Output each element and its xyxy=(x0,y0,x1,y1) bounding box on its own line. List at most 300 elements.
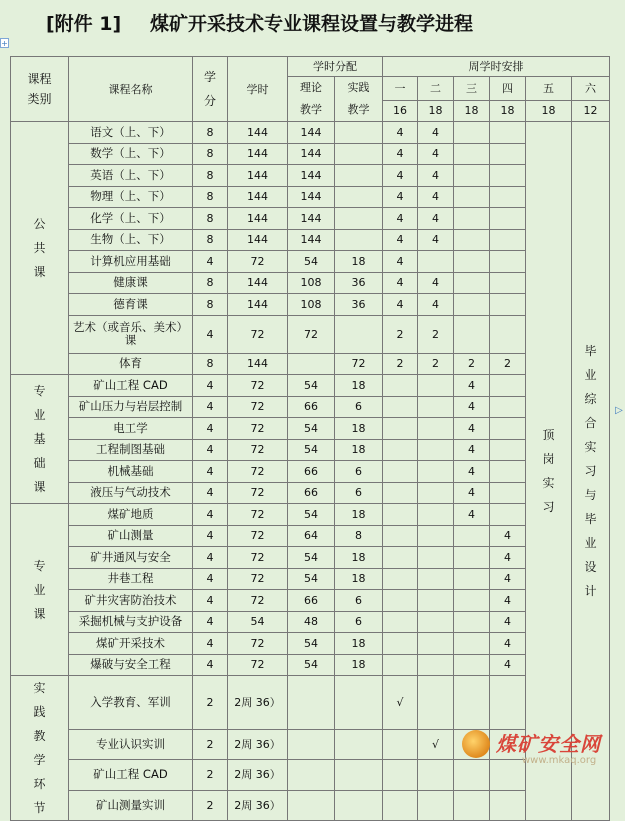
sem3-cell xyxy=(454,229,490,251)
sem4-cell xyxy=(490,375,526,397)
sem4-cell xyxy=(490,186,526,208)
hours-cell: 72 xyxy=(228,396,288,418)
sem3-cell xyxy=(454,568,490,590)
sem1-cell: 4 xyxy=(383,165,418,187)
sem2-cell xyxy=(418,396,454,418)
course-name: 电工学 xyxy=(69,418,193,440)
practice-cell: 6 xyxy=(335,396,383,418)
header-weeks-5: 18 xyxy=(526,100,572,121)
table-row xyxy=(11,186,610,208)
practice-cell: 18 xyxy=(335,547,383,569)
course-name: 煤矿地质 xyxy=(69,504,193,526)
sem4-cell: 2 xyxy=(490,353,526,375)
table-row xyxy=(11,272,610,294)
sem3-cell xyxy=(454,315,490,353)
sem4-cell xyxy=(490,208,526,230)
practice-cell xyxy=(335,208,383,230)
sem2-cell: 4 xyxy=(418,272,454,294)
course-name: 入学教育、军训 xyxy=(69,676,193,730)
credit-cell: 4 xyxy=(193,590,228,612)
course-name: 德育课 xyxy=(69,294,193,316)
practice-cell xyxy=(335,760,383,790)
hours-cell: 2周 36） xyxy=(228,760,288,790)
hours-cell: 144 xyxy=(228,122,288,144)
table-row xyxy=(11,568,610,590)
course-name: 矿山测量 xyxy=(69,525,193,547)
table-row xyxy=(11,229,610,251)
sem3-cell xyxy=(454,143,490,165)
category-cell: 专业课 xyxy=(11,504,69,676)
table-row xyxy=(11,143,610,165)
sem3-cell: 2 xyxy=(454,353,490,375)
credit-cell: 4 xyxy=(193,525,228,547)
practice-cell xyxy=(335,186,383,208)
sem2-cell: 4 xyxy=(418,122,454,144)
sem3-cell xyxy=(454,633,490,655)
credit-cell: 4 xyxy=(193,633,228,655)
sem4-cell: 4 xyxy=(490,654,526,676)
course-name: 采掘机械与支护设备 xyxy=(69,611,193,633)
table-row xyxy=(11,654,610,676)
header-sem-1: 一 xyxy=(383,77,418,101)
practice-cell: 8 xyxy=(335,525,383,547)
course-name: 生物（上、下） xyxy=(69,229,193,251)
sem4-cell xyxy=(490,229,526,251)
credit-cell: 8 xyxy=(193,122,228,144)
hours-cell: 72 xyxy=(228,482,288,504)
theory-cell xyxy=(288,790,335,820)
practice-cell xyxy=(335,229,383,251)
table-row xyxy=(11,482,610,504)
table-row xyxy=(11,633,610,655)
sem4-cell xyxy=(490,790,526,820)
document-title: 煤矿开采技术专业课程设置与教学进程 xyxy=(150,13,474,35)
sem2-cell xyxy=(418,654,454,676)
curriculum-table xyxy=(10,56,610,821)
sem3-cell xyxy=(454,790,490,820)
sem1-cell: 4 xyxy=(383,143,418,165)
watermark-url: www.mkaq.org xyxy=(522,755,597,766)
credit-cell: 4 xyxy=(193,611,228,633)
credit-cell: 4 xyxy=(193,315,228,353)
hours-cell: 144 xyxy=(228,165,288,187)
theory-cell: 66 xyxy=(288,590,335,612)
sem4-cell xyxy=(490,676,526,730)
credit-cell: 4 xyxy=(193,418,228,440)
sem2-cell xyxy=(418,633,454,655)
table-row xyxy=(11,590,610,612)
sem2-cell: √ xyxy=(418,729,454,759)
hours-cell: 144 xyxy=(228,353,288,375)
theory-cell: 144 xyxy=(288,143,335,165)
theory-cell: 66 xyxy=(288,461,335,483)
sem1-cell: 4 xyxy=(383,272,418,294)
theory-cell: 144 xyxy=(288,208,335,230)
sem3-cell xyxy=(454,654,490,676)
course-name: 爆破与安全工程 xyxy=(69,654,193,676)
theory-cell: 54 xyxy=(288,375,335,397)
sem2-cell: 4 xyxy=(418,143,454,165)
sem1-cell xyxy=(383,790,418,820)
sem4-cell: 4 xyxy=(490,547,526,569)
practice-cell: 72 xyxy=(335,353,383,375)
hours-cell: 144 xyxy=(228,208,288,230)
course-name: 矿山测量实训 xyxy=(69,790,193,820)
hours-cell: 72 xyxy=(228,504,288,526)
header-weekly-schedule: 周学时安排 xyxy=(383,57,610,77)
hours-cell: 144 xyxy=(228,229,288,251)
header-course: 课程名称 xyxy=(69,57,193,122)
course-name: 英语（上、下） xyxy=(69,165,193,187)
practice-cell xyxy=(335,676,383,730)
sem1-cell: √ xyxy=(383,676,418,730)
hours-cell: 72 xyxy=(228,251,288,273)
sem1-cell xyxy=(383,439,418,461)
sem3-cell xyxy=(454,611,490,633)
sem3-cell: 4 xyxy=(454,396,490,418)
theory-cell: 54 xyxy=(288,547,335,569)
sem3-cell xyxy=(454,676,490,730)
sem1-cell: 4 xyxy=(383,186,418,208)
sem6-merged-cell: 毕业综合实习与毕业设计 xyxy=(572,122,610,821)
course-name: 专业认识实训 xyxy=(69,729,193,759)
hours-cell: 72 xyxy=(228,654,288,676)
table-row xyxy=(11,396,610,418)
sem2-cell xyxy=(418,439,454,461)
course-name: 化学（上、下） xyxy=(69,208,193,230)
hours-cell: 72 xyxy=(228,375,288,397)
credit-cell: 2 xyxy=(193,729,228,759)
practice-cell xyxy=(335,122,383,144)
sem3-cell xyxy=(454,272,490,294)
theory-cell: 66 xyxy=(288,482,335,504)
theory-cell xyxy=(288,729,335,759)
hours-cell: 144 xyxy=(228,186,288,208)
practice-cell xyxy=(335,315,383,353)
sem2-cell: 4 xyxy=(418,165,454,187)
theory-cell xyxy=(288,676,335,730)
sem3-cell xyxy=(454,186,490,208)
sem1-cell xyxy=(383,590,418,612)
theory-cell: 54 xyxy=(288,504,335,526)
practice-cell: 36 xyxy=(335,272,383,294)
credit-cell: 8 xyxy=(193,229,228,251)
table-body xyxy=(11,122,610,821)
sem1-cell: 2 xyxy=(383,315,418,353)
hours-cell: 72 xyxy=(228,633,288,655)
theory-cell: 144 xyxy=(288,229,335,251)
sem1-cell xyxy=(383,547,418,569)
sem3-cell xyxy=(454,165,490,187)
header-theory: 理论教学 xyxy=(288,77,335,122)
hours-cell: 72 xyxy=(228,315,288,353)
sem2-cell xyxy=(418,504,454,526)
sem1-cell xyxy=(383,568,418,590)
credit-cell: 2 xyxy=(193,676,228,730)
course-name: 体育 xyxy=(69,353,193,375)
sem1-cell xyxy=(383,633,418,655)
sem2-cell xyxy=(418,676,454,730)
hours-cell: 72 xyxy=(228,461,288,483)
credit-cell: 4 xyxy=(193,504,228,526)
course-name: 艺术（或音乐、美术）课 xyxy=(69,315,193,353)
course-name: 井巷工程 xyxy=(69,568,193,590)
course-name: 计算机应用基础 xyxy=(69,251,193,273)
sem2-cell xyxy=(418,590,454,612)
table-row xyxy=(11,418,610,440)
credit-cell: 4 xyxy=(193,396,228,418)
sem4-cell xyxy=(490,315,526,353)
theory-cell: 54 xyxy=(288,439,335,461)
header-category: 课程类别 xyxy=(11,57,69,122)
practice-cell: 6 xyxy=(335,482,383,504)
sem3-cell: 4 xyxy=(454,504,490,526)
hours-cell: 72 xyxy=(228,547,288,569)
practice-cell: 18 xyxy=(335,418,383,440)
sem3-cell xyxy=(454,547,490,569)
sem1-cell xyxy=(383,611,418,633)
sem2-cell xyxy=(418,418,454,440)
course-name: 物理（上、下） xyxy=(69,186,193,208)
hours-cell: 2周 36） xyxy=(228,729,288,759)
sem3-cell xyxy=(454,251,490,273)
category-cell: 专业基础课 xyxy=(11,375,69,504)
sem2-cell: 4 xyxy=(418,208,454,230)
sem1-cell xyxy=(383,729,418,759)
hours-cell: 2周 36） xyxy=(228,676,288,730)
practice-cell xyxy=(335,790,383,820)
table-row xyxy=(11,461,610,483)
theory-cell: 144 xyxy=(288,122,335,144)
practice-cell xyxy=(335,165,383,187)
theory-cell: 108 xyxy=(288,294,335,316)
practice-cell: 18 xyxy=(335,633,383,655)
hours-cell: 144 xyxy=(228,294,288,316)
theory-cell: 72 xyxy=(288,315,335,353)
sem4-cell xyxy=(490,482,526,504)
table-row xyxy=(11,525,610,547)
credit-cell: 4 xyxy=(193,547,228,569)
table-row xyxy=(11,504,610,526)
sem4-cell xyxy=(490,122,526,144)
header-weeks-3: 18 xyxy=(454,100,490,121)
course-name: 矿井灾害防治技术 xyxy=(69,590,193,612)
credit-cell: 8 xyxy=(193,165,228,187)
credit-cell: 4 xyxy=(193,251,228,273)
theory-cell: 54 xyxy=(288,251,335,273)
theory-cell: 108 xyxy=(288,272,335,294)
course-name: 语文（上、下） xyxy=(69,122,193,144)
watermark-text: 煤矿安全网 xyxy=(496,732,601,756)
credit-cell: 8 xyxy=(193,186,228,208)
sem1-cell: 4 xyxy=(383,208,418,230)
sem3-cell: 4 xyxy=(454,439,490,461)
sem2-cell xyxy=(418,482,454,504)
practice-cell xyxy=(335,143,383,165)
sem2-cell xyxy=(418,525,454,547)
theory-cell: 144 xyxy=(288,165,335,187)
sem4-cell xyxy=(490,272,526,294)
header-sem-3: 三 xyxy=(454,77,490,101)
sem4-cell xyxy=(490,294,526,316)
sem1-cell: 4 xyxy=(383,251,418,273)
table-row xyxy=(11,375,610,397)
course-name: 液压与气动技术 xyxy=(69,482,193,504)
sem1-cell: 2 xyxy=(383,353,418,375)
sem5-merged-cell: 顶岗实习 xyxy=(526,122,572,821)
practice-cell: 18 xyxy=(335,504,383,526)
sem4-cell xyxy=(490,439,526,461)
header-weeks-2: 18 xyxy=(418,100,454,121)
practice-cell: 6 xyxy=(335,590,383,612)
sem2-cell: 2 xyxy=(418,353,454,375)
credit-cell: 8 xyxy=(193,353,228,375)
credit-cell: 2 xyxy=(193,760,228,790)
sem3-cell: 4 xyxy=(454,461,490,483)
category-cell: 实践教学环节 xyxy=(11,676,69,821)
sem2-cell xyxy=(418,375,454,397)
sem3-cell xyxy=(454,208,490,230)
sem4-cell xyxy=(490,143,526,165)
page-title xyxy=(0,0,625,48)
table-row xyxy=(11,439,610,461)
header-weeks-6: 12 xyxy=(572,100,610,121)
table-row xyxy=(11,294,610,316)
sem1-cell xyxy=(383,375,418,397)
practice-cell: 6 xyxy=(335,611,383,633)
table-row xyxy=(11,790,610,820)
sem4-cell xyxy=(490,396,526,418)
practice-cell: 18 xyxy=(335,251,383,273)
credit-cell: 4 xyxy=(193,482,228,504)
header-weeks-1: 16 xyxy=(383,100,418,121)
credit-cell: 8 xyxy=(193,208,228,230)
site-watermark xyxy=(462,728,622,770)
header-weeks-4: 18 xyxy=(490,100,526,121)
sem4-cell: 4 xyxy=(490,568,526,590)
practice-cell: 6 xyxy=(335,461,383,483)
table-row xyxy=(11,611,610,633)
sem4-cell xyxy=(490,165,526,187)
sem4-cell: 4 xyxy=(490,611,526,633)
sem3-cell xyxy=(454,525,490,547)
sem4-cell xyxy=(490,504,526,526)
sem2-cell xyxy=(418,760,454,790)
hours-cell: 144 xyxy=(228,143,288,165)
sem4-cell xyxy=(490,461,526,483)
theory-cell: 54 xyxy=(288,633,335,655)
header-practice: 实践教学 xyxy=(335,77,383,122)
course-name: 健康课 xyxy=(69,272,193,294)
sem1-cell xyxy=(383,760,418,790)
sem2-cell xyxy=(418,568,454,590)
course-name: 煤矿开采技术 xyxy=(69,633,193,655)
practice-cell: 36 xyxy=(335,294,383,316)
sem2-cell xyxy=(418,611,454,633)
credit-cell: 8 xyxy=(193,294,228,316)
sem4-cell: 4 xyxy=(490,590,526,612)
sem2-cell: 4 xyxy=(418,229,454,251)
table-row xyxy=(11,676,610,730)
sem1-cell: 4 xyxy=(383,122,418,144)
theory-cell: 54 xyxy=(288,418,335,440)
expand-left-icon[interactable]: + xyxy=(1,39,8,48)
credit-cell: 4 xyxy=(193,654,228,676)
sem2-cell xyxy=(418,547,454,569)
hours-cell: 72 xyxy=(228,568,288,590)
sem1-cell xyxy=(383,525,418,547)
sem4-cell xyxy=(490,251,526,273)
table-row xyxy=(11,353,610,375)
site-logo-icon xyxy=(462,730,490,758)
header-hours: 学时 xyxy=(228,57,288,122)
hours-cell: 72 xyxy=(228,590,288,612)
hours-cell: 2周 36） xyxy=(228,790,288,820)
header-credit: 学分 xyxy=(193,57,228,122)
sem4-cell xyxy=(490,418,526,440)
header-sem-5: 五 xyxy=(526,77,572,101)
theory-cell: 144 xyxy=(288,186,335,208)
table-row xyxy=(11,315,610,353)
practice-cell: 18 xyxy=(335,654,383,676)
sem1-cell xyxy=(383,504,418,526)
course-name: 数学（上、下） xyxy=(69,143,193,165)
header-sem-4: 四 xyxy=(490,77,526,101)
table-row xyxy=(11,122,610,144)
sem3-cell: 4 xyxy=(454,482,490,504)
credit-cell: 2 xyxy=(193,790,228,820)
theory-cell: 48 xyxy=(288,611,335,633)
table-row xyxy=(11,251,610,273)
sem2-cell: 4 xyxy=(418,186,454,208)
credit-cell: 4 xyxy=(193,439,228,461)
header-sem-6: 六 xyxy=(572,77,610,101)
sem2-cell xyxy=(418,461,454,483)
credit-cell: 8 xyxy=(193,143,228,165)
practice-cell: 18 xyxy=(335,375,383,397)
theory-cell xyxy=(288,353,335,375)
sem2-cell: 4 xyxy=(418,294,454,316)
course-name: 矿山压力与岩层控制 xyxy=(69,396,193,418)
theory-cell: 54 xyxy=(288,654,335,676)
sem1-cell: 4 xyxy=(383,229,418,251)
header-hour-distribution: 学时分配 xyxy=(288,57,383,77)
credit-cell: 4 xyxy=(193,568,228,590)
course-name: 矿山工程 CAD xyxy=(69,375,193,397)
course-name: 矿井通风与安全 xyxy=(69,547,193,569)
course-name: 矿山工程 CAD xyxy=(69,760,193,790)
expand-right-icon[interactable]: ▷ xyxy=(615,405,623,416)
sem3-cell: 4 xyxy=(454,418,490,440)
course-name: 工程制图基础 xyxy=(69,439,193,461)
sem2-cell xyxy=(418,251,454,273)
attachment-label: [附件 1] xyxy=(46,13,122,35)
sem1-cell xyxy=(383,461,418,483)
sem1-cell xyxy=(383,654,418,676)
sem1-cell: 4 xyxy=(383,294,418,316)
theory-cell: 64 xyxy=(288,525,335,547)
practice-cell: 18 xyxy=(335,439,383,461)
practice-cell: 18 xyxy=(335,568,383,590)
hours-cell: 144 xyxy=(228,272,288,294)
credit-cell: 8 xyxy=(193,272,228,294)
hours-cell: 54 xyxy=(228,611,288,633)
course-name: 机械基础 xyxy=(69,461,193,483)
sem1-cell xyxy=(383,418,418,440)
category-cell: 公共课 xyxy=(11,122,69,375)
sem3-cell xyxy=(454,590,490,612)
practice-cell xyxy=(335,729,383,759)
